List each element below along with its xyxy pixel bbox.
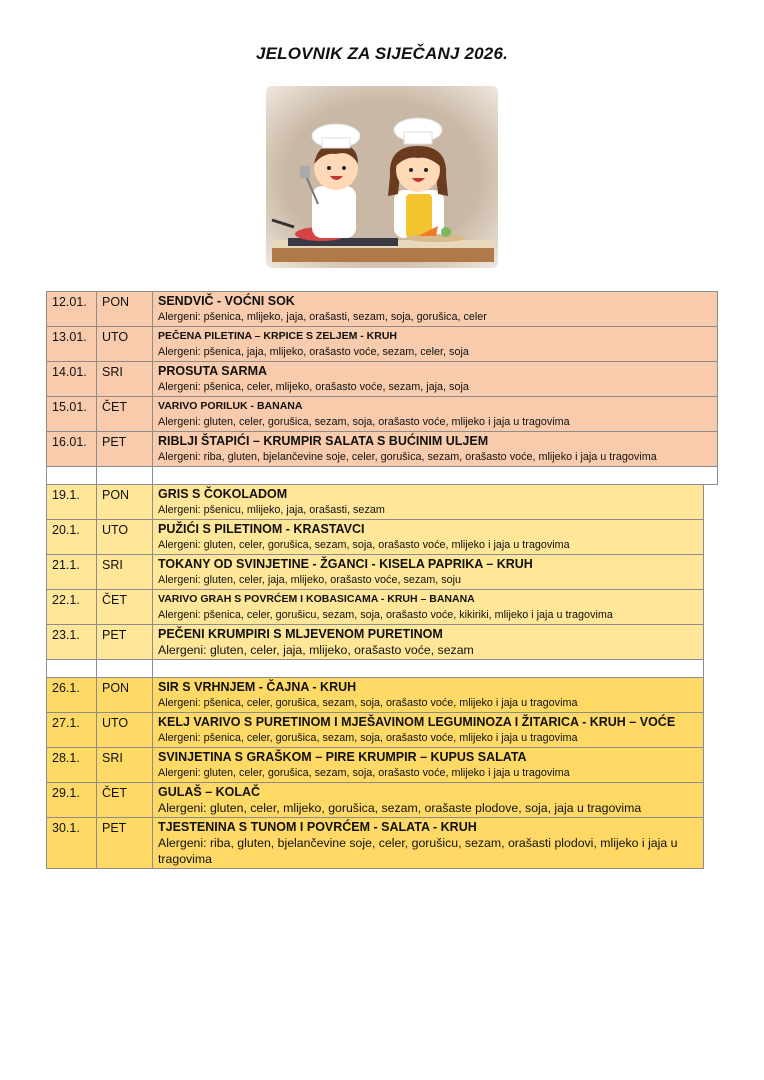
allergens: Alergeni: gluten, celer, gorušica, sezam, soja, orašasto voće, mlijeko i jaja u tragovima — [158, 767, 570, 779]
date-cell: 14.01. — [47, 362, 97, 397]
date-cell: 15.01. — [47, 397, 97, 432]
meal-name: SVINJETINA S GRAŠKOM – PIRE KRUMPIR – KUPUS SALATA — [158, 750, 527, 764]
menu-week-1 — [46, 291, 718, 485]
day-cell: ČET — [97, 783, 153, 818]
allergens: Alergeni: pšenica, celer, mlijeko, orašasto voće, sezam, jaja, soja — [158, 381, 469, 393]
table-row — [47, 292, 718, 327]
day-cell: PON — [97, 678, 153, 713]
table-row — [47, 590, 704, 625]
date-cell: 22.1. — [47, 590, 97, 625]
allergens: Alergeni: gluten, celer, mlijeko, gorušica, sezam, orašaste plodove, soja, jaja u tragovima — [158, 801, 642, 815]
day-cell: SRI — [97, 362, 153, 397]
meal-name: TJESTENINA S TUNOM I POVRĆEM - SALATA - KRUH — [158, 820, 477, 834]
table-row — [47, 748, 704, 783]
meal-cell — [153, 818, 704, 869]
table-row — [47, 625, 704, 660]
allergens: Alergeni: gluten, celer, jaja, mlijeko, orašasto voće, sezam — [158, 643, 474, 657]
allergens: Alergeni: pšenica, celer, gorušicu, sezam, soja, orašasto voće, kikiriki, mlijeko i jaja u tragovima — [158, 609, 613, 621]
allergens: Alergeni: riba, gluten, bjelančevine soje, celer, gorušicu, sezam, orašasti plodovi, mlijeko i jaja u tragovima — [158, 836, 678, 866]
table-row — [47, 783, 704, 818]
meal-cell — [153, 327, 718, 362]
meal-name: SIR S VRHNJEM - ČAJNA - KRUH — [158, 680, 357, 694]
meal-cell — [153, 520, 704, 555]
day-cell: UTO — [97, 520, 153, 555]
allergens: Alergeni: riba, gluten, bjelančevine soje, celer, gorušica, sezam, orašasto voće, mlijeko i jaja u tragovima — [158, 451, 657, 463]
day-cell: ČET — [97, 590, 153, 625]
allergens: Alergeni: pšenica, mlijeko, jaja, orašasti, sezam, soja, gorušica, celer — [158, 311, 487, 323]
date-cell: 27.1. — [47, 713, 97, 748]
table-row — [47, 362, 718, 397]
date-cell: 19.1. — [47, 485, 97, 520]
meal-name: VARIVO PORILUK - BANANA — [158, 400, 303, 412]
allergens: Alergeni: pšenica, jaja, mlijeko, orašasto voće, sezam, celer, soja — [158, 346, 469, 358]
day-cell: PET — [97, 432, 153, 467]
table-row — [47, 397, 718, 432]
allergens: Alergeni: gluten, celer, gorušica, sezam, soja, orašasto voće, mlijeko i jaja u tragovima — [158, 539, 570, 551]
day-cell: PET — [97, 818, 153, 869]
date-cell: 21.1. — [47, 555, 97, 590]
date-cell: 30.1. — [47, 818, 97, 869]
meal-cell — [153, 783, 704, 818]
meal-name: PEČENI KRUMPIRI S MLJEVENOM PURETINOM — [158, 627, 443, 641]
date-cell: 28.1. — [47, 748, 97, 783]
table-row — [47, 678, 704, 713]
meal-cell — [153, 678, 704, 713]
date-cell: 23.1. — [47, 625, 97, 660]
day-cell: PET — [97, 625, 153, 660]
day-cell: ČET — [97, 397, 153, 432]
meal-cell — [153, 397, 718, 432]
meal-name: RIBLJI ŠTAPIĆI – KRUMPIR SALATA S BUĆINIM ULJEM — [158, 434, 489, 448]
meal-name: PROSUTA SARMA — [158, 364, 268, 378]
meal-name: SENDVIČ - VOĆNI SOK — [158, 294, 295, 308]
allergens: Alergeni: pšenicu, mlijeko, jaja, orašasti, sezam — [158, 504, 385, 516]
meal-name: VARIVO GRAH S POVRĆEM I KOBASICAMA - KRUH – BANANA — [158, 593, 475, 605]
meal-name: TOKANY OD SVINJETINE - ŽGANCI - KISELA PAPRIKA – KRUH — [158, 557, 533, 571]
table-row — [47, 485, 704, 520]
meal-name: GRIS S ČOKOLADOM — [158, 487, 288, 501]
allergens: Alergeni: gluten, celer, jaja, mlijeko, orašasto voće, sezam, soju — [158, 574, 462, 586]
table-row — [47, 818, 704, 869]
table-row — [47, 327, 718, 362]
table-row — [47, 432, 718, 467]
meal-cell — [153, 713, 704, 748]
date-cell: 12.01. — [47, 292, 97, 327]
spacer-row — [47, 660, 704, 678]
table-row — [47, 555, 704, 590]
allergens: Alergeni: gluten, celer, gorušica, sezam, soja, orašasto voće, mlijeko i jaja u tragovima — [158, 416, 570, 428]
page-title: JELOVNIK ZA SIJEČANJ 2026. — [255, 44, 509, 63]
table-row — [47, 713, 704, 748]
chef-children-illustration — [266, 86, 498, 268]
allergens: Alergeni: pšenica, celer, gorušica, sezam, soja, orašasto voće, mlijeko i jaja u tragovima — [158, 697, 578, 709]
day-cell: PON — [97, 292, 153, 327]
allergens: Alergeni: pšenica, celer, gorušica, sezam, soja, orašasto voće, mlijeko i jaja u tragovima — [158, 732, 578, 744]
meal-cell — [153, 748, 704, 783]
meal-cell — [153, 590, 704, 625]
menu-week-2-3 — [46, 484, 704, 869]
date-cell: 13.01. — [47, 327, 97, 362]
meal-name: PUŽIĆI S PILETINOM - KRASTAVCI — [158, 522, 365, 536]
meal-cell — [153, 292, 718, 327]
date-cell: 29.1. — [47, 783, 97, 818]
day-cell: UTO — [97, 713, 153, 748]
day-cell: SRI — [97, 748, 153, 783]
meal-cell — [153, 485, 704, 520]
meal-name: GULAŠ – KOLAČ — [158, 785, 261, 799]
meal-cell — [153, 625, 704, 660]
table-row — [47, 520, 704, 555]
meal-name: KELJ VARIVO S PURETINOM I MJEŠAVINOM LEGUMINOZA I ŽITARICA - KRUH – VOĆE — [158, 715, 676, 729]
day-cell: PON — [97, 485, 153, 520]
date-cell: 26.1. — [47, 678, 97, 713]
meal-cell — [153, 362, 718, 397]
meal-cell — [153, 555, 704, 590]
date-cell: 20.1. — [47, 520, 97, 555]
spacer-row — [47, 467, 718, 485]
date-cell: 16.01. — [47, 432, 97, 467]
meal-name: PEČENA PILETINA – KRPICE S ZELJEM - KRUH — [158, 330, 397, 342]
day-cell: SRI — [97, 555, 153, 590]
day-cell: UTO — [97, 327, 153, 362]
meal-cell — [153, 432, 718, 467]
